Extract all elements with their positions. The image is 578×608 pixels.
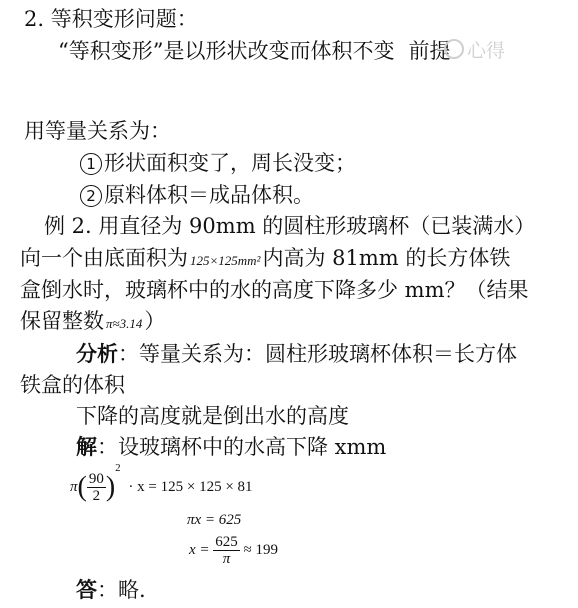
relation-intro: 用等量关系为： (24, 119, 171, 143)
equation-3 (189, 534, 278, 567)
intro-tail: 前提 (408, 39, 451, 63)
example-line-1: 例 2. 用直径为 90mm 的圆柱形玻璃杯（已装满水） (44, 214, 536, 238)
answer-label: 答 (76, 577, 97, 602)
item-2-text: 原料体积＝成品体积。 (104, 183, 314, 207)
numerator-625: 625 (215, 534, 238, 550)
pi-approx: π≈3.14 (106, 316, 143, 331)
analysis-line-2: 下降的高度就是倒出水的高度 (76, 404, 349, 428)
paren-close: ) (105, 471, 116, 503)
fraction-625-over-pi (213, 534, 240, 567)
watermark (444, 36, 505, 63)
circled-number-2: 2 (80, 185, 102, 207)
equation-1-rhs: · x = 125 × 125 × 81 (128, 479, 253, 496)
paren-group: ( (77, 471, 87, 503)
example-line-3: 盒倒水时，玻璃杯中的水的高度下降多少 mm？（结果 (20, 278, 529, 302)
watermark-text: 心得 (467, 40, 506, 62)
example-line-2 (20, 244, 510, 275)
answer-line (76, 576, 146, 604)
intro-line (58, 37, 450, 65)
pi-symbol: π (70, 479, 78, 495)
denominator-pi: π (222, 551, 231, 567)
equation-2 (187, 512, 241, 529)
base-area: 125×125mm² (190, 253, 261, 268)
item-1-text: 形状面积变了，周长没变； (104, 151, 356, 175)
numerator-90: 90 (88, 471, 104, 488)
equation-3-lhs: x = (189, 542, 210, 558)
example-line-2b: 内高为 81mm 的长方体铁 (262, 246, 511, 270)
example-line-4b: ） (144, 309, 166, 333)
analysis-line (76, 340, 517, 368)
intro-text: “等积变形”是以形状改变而体积不变 (58, 39, 395, 63)
solution-text: ：设玻璃杯中的水高下降 xmm (97, 435, 387, 459)
equation-1 (70, 462, 253, 504)
solution-line (76, 433, 386, 461)
circled-number-1: 1 (80, 153, 102, 175)
equation-2-text: πx = 625 (187, 512, 242, 528)
section-heading: 2. 等积变形问题： (24, 7, 198, 31)
fraction-90-over-2 (87, 471, 106, 504)
answer-text: ：略. (97, 578, 146, 602)
item-2 (80, 181, 314, 209)
solution-label: 解 (76, 434, 97, 459)
denominator-2: 2 (92, 488, 101, 505)
equation-3-rhs: ≈ 199 (243, 542, 279, 558)
example-line-4 (20, 307, 165, 338)
exponent-2: 2 (115, 462, 121, 474)
analysis-text: ：等量关系为：圆柱形玻璃杯体积＝长方体 (118, 342, 517, 366)
example-line-4a: 保留整数 (20, 309, 104, 333)
item-1 (80, 149, 356, 177)
example-line-2a: 向一个由底面积为 (20, 246, 188, 270)
wechat-icon (444, 39, 464, 59)
analysis-label: 分析 (76, 341, 118, 366)
analysis-continuation: 铁盒的体积 (20, 373, 125, 397)
